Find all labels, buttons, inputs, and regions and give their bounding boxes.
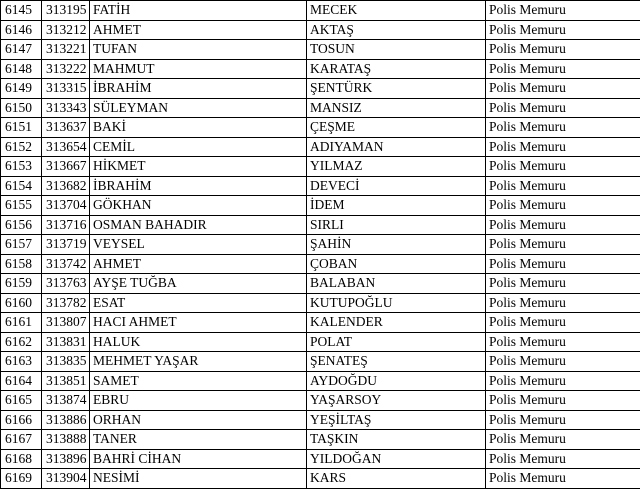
- first-name-cell: TUFAN: [90, 40, 307, 60]
- table-row: [1, 254, 640, 274]
- row-number-cell: 6160: [1, 293, 42, 313]
- last-name-cell: KUTUPOĞLU: [307, 293, 486, 313]
- row-number-cell: 6146: [1, 20, 42, 40]
- table-row: [1, 137, 640, 157]
- last-name-cell: DEVECİ: [307, 176, 486, 196]
- first-name-cell: BAKİ: [90, 118, 307, 138]
- table-row: [1, 196, 640, 216]
- row-number-cell: 6152: [1, 137, 42, 157]
- table-row: [1, 371, 640, 391]
- last-name-cell: BALABAN: [307, 274, 486, 294]
- first-name-cell: HACI AHMET: [90, 313, 307, 333]
- registry-number-cell: 313742: [42, 254, 90, 274]
- last-name-cell: KARS: [307, 469, 486, 489]
- row-number-cell: 6145: [1, 1, 42, 21]
- first-name-cell: GÖKHAN: [90, 196, 307, 216]
- row-number-cell: 6157: [1, 235, 42, 255]
- registry-number-cell: 313195: [42, 1, 90, 21]
- table-row: [1, 313, 640, 333]
- title-cell: Polis Memuru: [486, 20, 640, 40]
- last-name-cell: ADIYAMAN: [307, 137, 486, 157]
- table-row: [1, 79, 640, 99]
- title-cell: Polis Memuru: [486, 1, 640, 21]
- last-name-cell: ŞENATEŞ: [307, 352, 486, 372]
- table-row: [1, 59, 640, 79]
- title-cell: Polis Memuru: [486, 313, 640, 333]
- first-name-cell: TANER: [90, 430, 307, 450]
- first-name-cell: AYŞE TUĞBA: [90, 274, 307, 294]
- row-number-cell: 6148: [1, 59, 42, 79]
- table-row: [1, 352, 640, 372]
- last-name-cell: KARATAŞ: [307, 59, 486, 79]
- first-name-cell: İBRAHİM: [90, 79, 307, 99]
- title-cell: Polis Memuru: [486, 410, 640, 430]
- row-number-cell: 6147: [1, 40, 42, 60]
- registry-number-cell: 313896: [42, 449, 90, 469]
- table-row: [1, 20, 640, 40]
- first-name-cell: HALUK: [90, 332, 307, 352]
- title-cell: Polis Memuru: [486, 352, 640, 372]
- title-cell: Polis Memuru: [486, 274, 640, 294]
- table-row: [1, 274, 640, 294]
- first-name-cell: VEYSEL: [90, 235, 307, 255]
- last-name-cell: TAŞKIN: [307, 430, 486, 450]
- registry-number-cell: 313212: [42, 20, 90, 40]
- row-number-cell: 6164: [1, 371, 42, 391]
- last-name-cell: KALENDER: [307, 313, 486, 333]
- registry-number-cell: 313704: [42, 196, 90, 216]
- registry-number-cell: 313886: [42, 410, 90, 430]
- first-name-cell: FATİH: [90, 1, 307, 21]
- last-name-cell: ÇOBAN: [307, 254, 486, 274]
- row-number-cell: 6168: [1, 449, 42, 469]
- first-name-cell: AHMET: [90, 254, 307, 274]
- table-row: [1, 1, 640, 21]
- registry-number-cell: 313807: [42, 313, 90, 333]
- registry-number-cell: 313222: [42, 59, 90, 79]
- first-name-cell: SAMET: [90, 371, 307, 391]
- row-number-cell: 6150: [1, 98, 42, 118]
- registry-number-cell: 313343: [42, 98, 90, 118]
- registry-number-cell: 313874: [42, 391, 90, 411]
- last-name-cell: MECEK: [307, 1, 486, 21]
- last-name-cell: POLAT: [307, 332, 486, 352]
- last-name-cell: MANSIZ: [307, 98, 486, 118]
- row-number-cell: 6155: [1, 196, 42, 216]
- title-cell: Polis Memuru: [486, 332, 640, 352]
- registry-number-cell: 313719: [42, 235, 90, 255]
- registry-number-cell: 313782: [42, 293, 90, 313]
- registry-number-cell: 313831: [42, 332, 90, 352]
- title-cell: Polis Memuru: [486, 254, 640, 274]
- last-name-cell: ŞENTÜRK: [307, 79, 486, 99]
- table-row: [1, 98, 640, 118]
- last-name-cell: AKTAŞ: [307, 20, 486, 40]
- row-number-cell: 6169: [1, 469, 42, 489]
- last-name-cell: ŞAHİN: [307, 235, 486, 255]
- title-cell: Polis Memuru: [486, 40, 640, 60]
- row-number-cell: 6154: [1, 176, 42, 196]
- title-cell: Polis Memuru: [486, 235, 640, 255]
- title-cell: Polis Memuru: [486, 137, 640, 157]
- table-body: [1, 1, 640, 489]
- title-cell: Polis Memuru: [486, 79, 640, 99]
- first-name-cell: ORHAN: [90, 410, 307, 430]
- last-name-cell: AYDOĞDU: [307, 371, 486, 391]
- title-cell: Polis Memuru: [486, 196, 640, 216]
- row-number-cell: 6151: [1, 118, 42, 138]
- row-number-cell: 6158: [1, 254, 42, 274]
- first-name-cell: NESİMİ: [90, 469, 307, 489]
- row-number-cell: 6165: [1, 391, 42, 411]
- last-name-cell: YEŞİLTAŞ: [307, 410, 486, 430]
- row-number-cell: 6162: [1, 332, 42, 352]
- title-cell: Polis Memuru: [486, 371, 640, 391]
- title-cell: Polis Memuru: [486, 215, 640, 235]
- table-row: [1, 430, 640, 450]
- registry-number-cell: 313654: [42, 137, 90, 157]
- row-number-cell: 6159: [1, 274, 42, 294]
- row-number-cell: 6163: [1, 352, 42, 372]
- last-name-cell: SIRLI: [307, 215, 486, 235]
- title-cell: Polis Memuru: [486, 98, 640, 118]
- registry-number-cell: 313667: [42, 157, 90, 177]
- title-cell: Polis Memuru: [486, 59, 640, 79]
- first-name-cell: SÜLEYMAN: [90, 98, 307, 118]
- last-name-cell: YILDOĞAN: [307, 449, 486, 469]
- last-name-cell: İDEM: [307, 196, 486, 216]
- title-cell: Polis Memuru: [486, 293, 640, 313]
- title-cell: Polis Memuru: [486, 176, 640, 196]
- registry-number-cell: 313716: [42, 215, 90, 235]
- title-cell: Polis Memuru: [486, 449, 640, 469]
- registry-number-cell: 313682: [42, 176, 90, 196]
- title-cell: Polis Memuru: [486, 430, 640, 450]
- table-row: [1, 391, 640, 411]
- registry-number-cell: 313637: [42, 118, 90, 138]
- row-number-cell: 6156: [1, 215, 42, 235]
- last-name-cell: ÇEŞME: [307, 118, 486, 138]
- row-number-cell: 6149: [1, 79, 42, 99]
- title-cell: Polis Memuru: [486, 118, 640, 138]
- registry-number-cell: 313221: [42, 40, 90, 60]
- table-row: [1, 293, 640, 313]
- table-row: [1, 235, 640, 255]
- last-name-cell: YILMAZ: [307, 157, 486, 177]
- table-row: [1, 469, 640, 489]
- registry-number-cell: 313835: [42, 352, 90, 372]
- table-row: [1, 215, 640, 235]
- registry-number-cell: 313763: [42, 274, 90, 294]
- first-name-cell: İBRAHİM: [90, 176, 307, 196]
- first-name-cell: HİKMET: [90, 157, 307, 177]
- last-name-cell: YAŞARSOY: [307, 391, 486, 411]
- registry-number-cell: 313315: [42, 79, 90, 99]
- registry-number-cell: 313888: [42, 430, 90, 450]
- first-name-cell: AHMET: [90, 20, 307, 40]
- row-number-cell: 6161: [1, 313, 42, 333]
- title-cell: Polis Memuru: [486, 469, 640, 489]
- first-name-cell: MAHMUT: [90, 59, 307, 79]
- row-number-cell: 6166: [1, 410, 42, 430]
- first-name-cell: BAHRİ CİHAN: [90, 449, 307, 469]
- first-name-cell: ESAT: [90, 293, 307, 313]
- table-row: [1, 332, 640, 352]
- table-row: [1, 449, 640, 469]
- table-row: [1, 118, 640, 138]
- table-row: [1, 410, 640, 430]
- row-number-cell: 6153: [1, 157, 42, 177]
- title-cell: Polis Memuru: [486, 157, 640, 177]
- last-name-cell: TOSUN: [307, 40, 486, 60]
- registry-number-cell: 313851: [42, 371, 90, 391]
- first-name-cell: OSMAN BAHADIR: [90, 215, 307, 235]
- table-row: [1, 176, 640, 196]
- first-name-cell: CEMİL: [90, 137, 307, 157]
- table-row: [1, 40, 640, 60]
- row-number-cell: 6167: [1, 430, 42, 450]
- first-name-cell: EBRU: [90, 391, 307, 411]
- table-row: [1, 157, 640, 177]
- title-cell: Polis Memuru: [486, 391, 640, 411]
- registry-number-cell: 313904: [42, 469, 90, 489]
- first-name-cell: MEHMET YAŞAR: [90, 352, 307, 372]
